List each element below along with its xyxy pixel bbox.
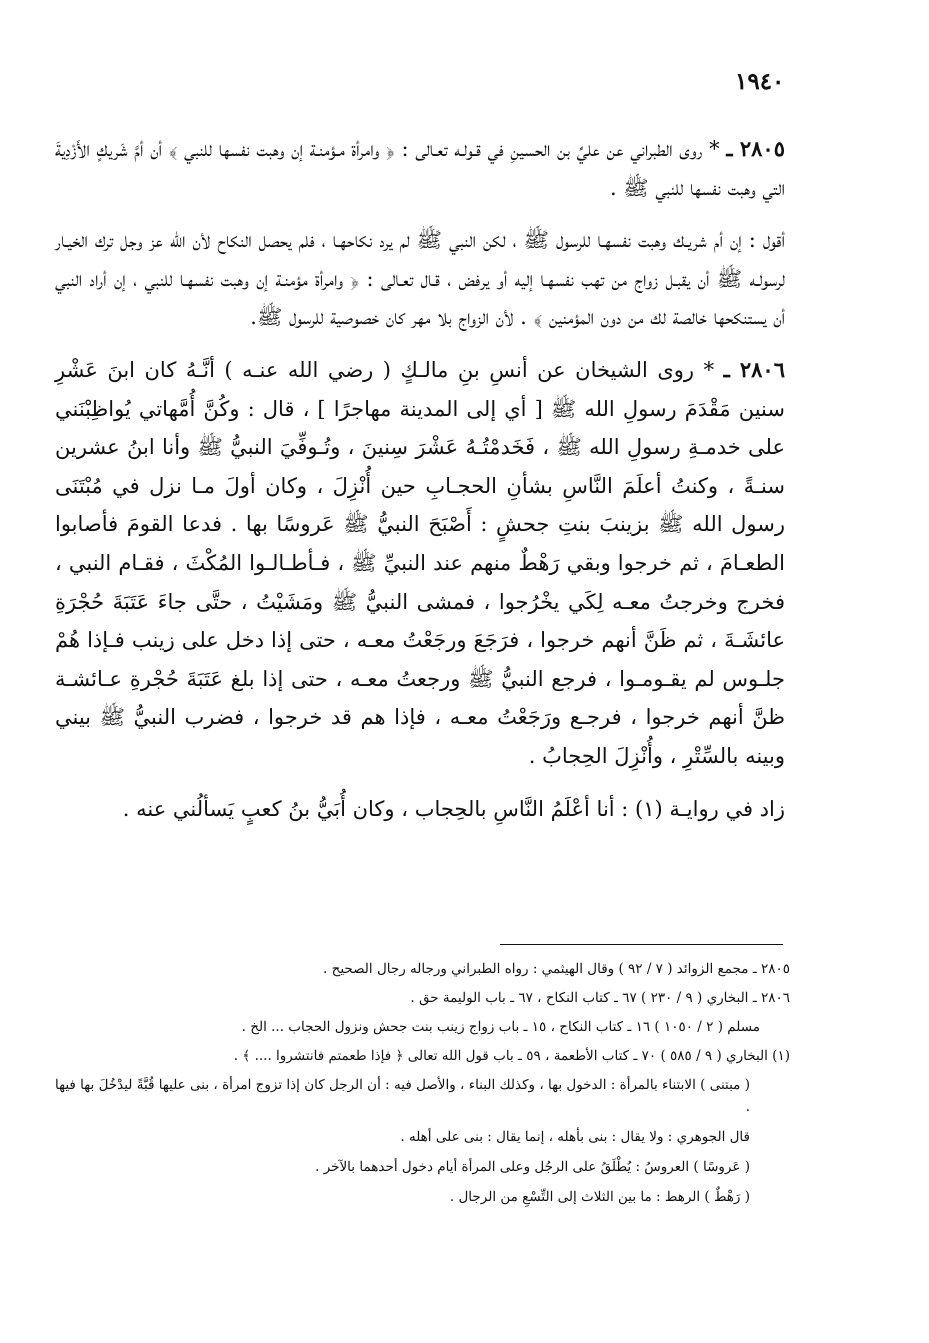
footnote-2806: ٢٨٠٦ ـ البخاري ( ٩ / ٢٣٠ ) ٦٧ ـ كتاب النكاح ، ٦٧ ـ باب الوليمة حق . [410, 990, 790, 1006]
hadith-2806 [55, 351, 785, 776]
page-number: ١٩٤٠ [735, 68, 785, 95]
gloss-raht: ( رَهْطٌ ) الرهط : ما بين الثلاث إلى التِّسْعِ من الرجال . [449, 1189, 750, 1205]
gloss-arus: ( عَروسًا ) العروسُ : يُطْلَقُ على الرجُل وعلى المرأة أيام دخول أحدهما بالآخر . [315, 1159, 750, 1175]
commentary-text: أقول : إن أم شريـك وهبت نفسهـا للرسول ﷺ ، لكن النبي ﷺ لم يرد نكاحهـا ، فلم يحصل النكاح لأن الله عز وجل ترك الخيـار لرسولـه ﷺ أن يقبـل زواج من تهب نفسهـا إليه أو يرفض ، قـال تعـالى : ﴿ وامرأة مؤمنـة إن وهبت نفسهـا للنبي ، إن أراد النبي أن يستنكحها خالصة لك من دون المؤمنين ﴾ . لأن الزواج بلا مهر كان خصوصية للرسول ﷺ. [55, 228, 785, 330]
hadith-number: ٢٨٠٥ ـ [726, 136, 785, 161]
footnote-divider [500, 944, 783, 945]
footnote-1: (١) البخاري ( ٩ / ٥٨٥ ) ٧٠ ـ كتاب الأطعمة ، ٥٩ ـ باب قول الله تعالى ﴿ فإذا طعمتم فانتشروا .... ﴾ . [233, 1048, 790, 1064]
hadith-text: * روى الطبراني عن عليِّ بن الحسينِ في قـولـه تعـالى : ﴿ وامرأة مـؤمنـة إن وهبت نفسها للنبي ﴾ أن أمَّ شَريكٍ الأَزْدِيةَ التي وهبت نفسها للنبي ﷺ . [55, 137, 785, 200]
main-text [55, 130, 785, 842]
footnotes [55, 958, 790, 1216]
narration-text: زاد في روايـة (١) : أنا أعْلَمُ النَّاسِ بالحِجاب ، وكان أُبَيُّ بنُ كعبٍ يَسألُني عنه . [122, 796, 785, 821]
footnote-muslim: مسلم ( ٢ / ١٠٥٠ ) ١٦ ـ كتاب النكاح ، ١٥ ـ باب زواج زينب بنت جحش ونزول الحجاب ... الخ . [241, 1019, 760, 1035]
gloss-mubtana: ( مبتنى ) الابتناء بالمرأة : الدخول بها ، وكذلك البناء ، والأصل فيه : أن الرجل كان إذا تزوج امرأة ، بنى عليها قُبَّةً ليدْخُلَ بها فيها . [55, 1077, 750, 1115]
additional-narration [55, 790, 785, 829]
hadith-text: * روى الشيخان عن أنسِ بنِ مالـكٍ ( رضي الله عنـه ) أنَّـهُ كان ابنَ عَشْرِ سنين مَقْدَمَ رسولِ الله ﷺ [ أي إلى المدينة مهاجرًا ] ، قال : وكُنَّ أُمَّهاتي يُواظِبْنَني على خدمـةِ رسولِ الله ﷺ ، فَخَدمْتُـهُ عَشْرَ سِنينَ ، وتُـوفِّيَ النبيُّ ﷺ وأنا ابنُ عشرين سنـةً ، وكنتُ أعلَمَ النَّاسِ بشأنِ الحجـابِ حين أُنْزِلَ ، وكان أولَ مـا نزل في مُبْتَنَى رسول الله ﷺ بزينبَ بنتِ جحشٍ : أَصْبَحَ النبيُّ ﷺ عَروسًا بها . فدعا القومَ فأصابوا الطعـامَ ، ثم خرجوا وبقي رَهْطٌ منهم عند النبيِّ ﷺ ، فـأطـالـوا المُكْثَ ، فقـام النبي ، فخرج وخرجتُ معـه لِكَي يخْرُجوا ، فمشى النبيُّ ﷺ ومَشَيْتُ ، حتَّى جاءَ عَتَبَةَ حُجْرَةِ عائشَـةَ ، ثم ظَنَّ أنهم خرجوا ، فرَجَعَ ورجَعْتُ معـه ، حتى إذا دخل على زينب فـإذا هُمْ جلـوس لم يقـومـوا ، فرجع النبيُّ ﷺ ورجعتُ معـه ، حتى إذا بلغ عَتَبَةَ حُجْرةِ عـائشـة ظنَّ أنهم خرجوا ، فرجـع ورَجَعْتُ معـه ، فإذا هم قد خرجوا ، فضرب النبيُّ ﷺ بيني وبينه بالسِّتْرِ ، وأُنْزِلَ الحِجابُ . [55, 357, 785, 768]
gloss-jawhari: قال الجوهري : ولا يقال : بنى بأهله ، إنما يقال : بنى على أهله . [400, 1129, 750, 1145]
hadith-number: ٢٨٠٦ ـ [723, 356, 785, 382]
commentary-paragraph [55, 221, 785, 337]
hadith-2805 [55, 130, 785, 207]
footnote-2805: ٢٨٠٥ ـ مجمع الزوائد ( ٧ / ٩٢ ) وقال الهيثمي : رواه الطبراني ورجاله رجال الصحيح . [323, 961, 790, 977]
